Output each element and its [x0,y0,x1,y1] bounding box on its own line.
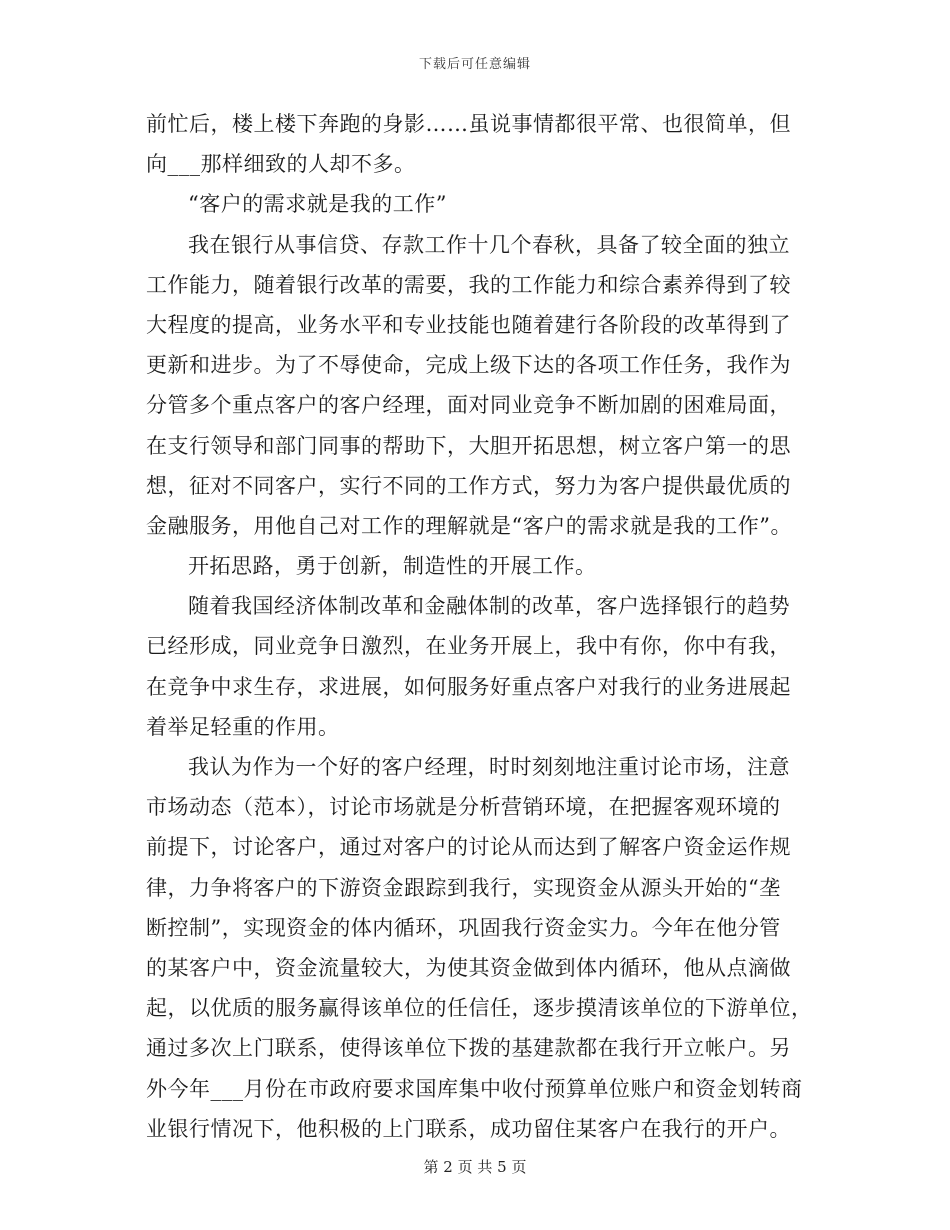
text-line: 分管多个重点客户的客户经理，面对同业竞争不断加剧的困难局面， [146,393,791,418]
text-line: 外今年___月份在市政府要求国库集中收付预算单位账户和资金划转商 [146,1076,803,1101]
section-heading: 开拓思路，勇于创新，制造性的开展工作。 [188,554,597,579]
text-line: 前提下，讨论客户，通过对客户的讨论从而达到了解客户资金运作规 [146,835,791,860]
text-line: 我在银行从事信贷、存款工作十几个春秋，具备了较全面的独立 [188,232,790,257]
text-line: 业银行情况下，他积极的上门联系，成功留住某客户在我行的开户。 [146,1116,791,1141]
text-line: 的某客户中，资金流量较大，为使其资金做到体内循环，他从点滴做 [146,955,791,980]
text-line: 更新和进步。为了不辱使命，完成上级下达的各项工作任务，我作为 [146,353,791,378]
text-line: 大程度的提高，业务水平和专业技能也随着建行各阶段的改革得到了 [146,312,791,337]
text-line: 随着我国经济体制改革和金融体制的改革，客户选择银行的趋势 [188,594,790,619]
text-line: 工作能力，随着银行改革的需要，我的工作能力和综合素养得到了较 [146,272,791,297]
text-line: 金融服务，用他自己对工作的理解就是“客户的需求就是我的工作”。 [146,513,792,538]
document-body [146,104,813,1149]
section-heading: “客户的需求就是我的工作” [188,192,447,217]
text-line: 在支行领导和部门同事的帮助下，大胆开拓思想，树立客户第一的思 [146,433,791,458]
text-line: 我认为作为一个好的客户经理，时时刻刻地注重讨论市场，注意 [188,755,790,779]
text-line: 想，征对不同客户，实行不同的工作方式，努力为客户提供最优质的 [146,473,791,498]
text-line: 起，以优质的服务赢得该单位的任信任，逐步摸清该单位的下游单位， [146,996,813,1021]
text-line: 断控制”，实现资金的体内循环，巩固我行资金实力。今年在他分管 [146,915,781,940]
page-number: 第 2 页 共 5 页 [423,1158,527,1176]
text-line: 前忙后，楼上楼下奔跑的身影……虽说事情都很平常、也很简单，但 [146,112,791,136]
text-line: 市场动态（范本），讨论市场就是分析营销环境，在把握客观环境的 [146,795,781,820]
text-line: 律，力争将客户的下游资金跟踪到我行，实现资金从源头开始的“垄 [146,875,781,900]
text-line: 已经形成，同业竞争日激烈，在业务开展上，我中有你，你中有我， [146,634,791,659]
text-line: 着举足轻重的作用。 [146,714,340,739]
page-header: 下载后可任意编辑 [418,57,531,72]
text-line: 在竞争中求生存，求进展，如何服务好重点客户对我行的业务进展起 [146,674,791,699]
text-line: 向___那样细致的人却不多。 [146,152,416,177]
text-line: 通过多次上门联系，使得该单位下拨的基建款都在我行开立帐户。另 [146,1036,791,1061]
